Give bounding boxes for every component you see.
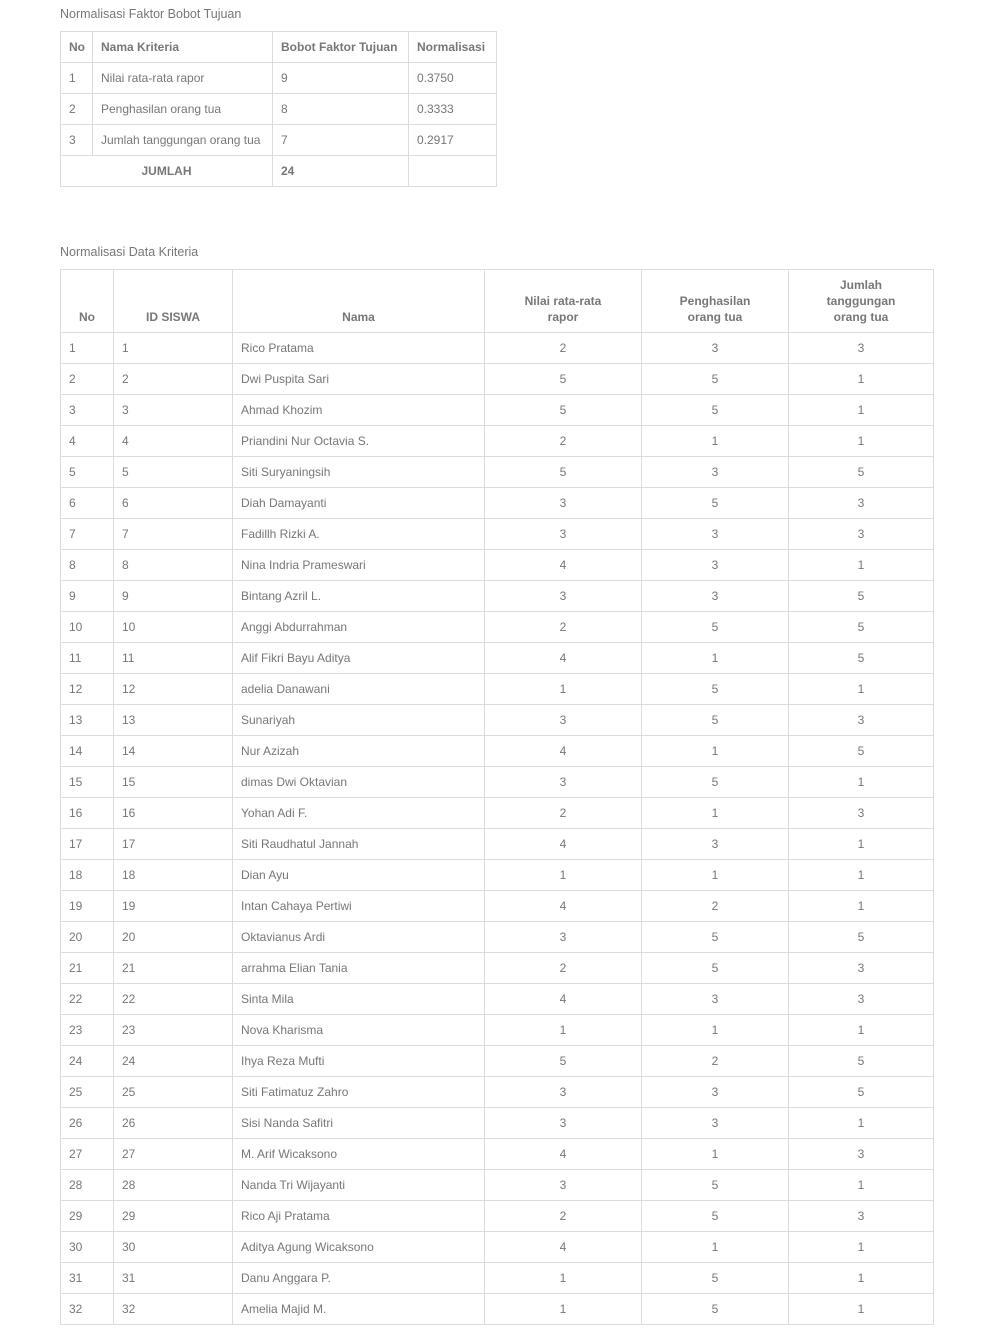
kriteria-cell-nilai: 4 [485,891,642,922]
kriteria-cell-nama: Priandini Nur Octavia S. [233,426,485,457]
bobot-total-row [61,156,497,187]
kriteria-cell-nama: Amelia Majid M. [233,1294,485,1325]
kriteria-cell-jumlah: 1 [789,891,934,922]
kriteria-row [61,581,934,612]
bobot-header-no: No [61,32,93,63]
bobot-cell-no: 3 [61,125,93,156]
bobot-header-normalisasi: Normalisasi [409,32,497,63]
kriteria-cell-id: 14 [114,736,233,767]
kriteria-cell-penghasilan: 5 [642,364,789,395]
bobot-table [60,31,497,187]
kriteria-cell-jumlah: 1 [789,1232,934,1263]
kriteria-row [61,1108,934,1139]
kriteria-cell-jumlah: 1 [789,364,934,395]
kriteria-cell-nilai: 2 [485,333,642,364]
kriteria-cell-nama: Siti Raudhatul Jannah [233,829,485,860]
kriteria-cell-nilai: 4 [485,550,642,581]
kriteria-cell-nama: Ihya Reza Mufti [233,1046,485,1077]
bobot-header-nama: Nama Kriteria [93,32,273,63]
kriteria-header-penghasilan-line2: orang tua [687,310,743,324]
kriteria-cell-no: 8 [61,550,114,581]
kriteria-cell-jumlah: 5 [789,1046,934,1077]
kriteria-cell-id: 3 [114,395,233,426]
kriteria-cell-id: 15 [114,767,233,798]
kriteria-cell-nilai: 2 [485,612,642,643]
kriteria-cell-jumlah: 1 [789,550,934,581]
kriteria-row [61,395,934,426]
kriteria-cell-no: 24 [61,1046,114,1077]
kriteria-cell-nama: Siti Suryaningsih [233,457,485,488]
kriteria-cell-jumlah: 5 [789,643,934,674]
kriteria-cell-nilai: 1 [485,1263,642,1294]
kriteria-cell-no: 18 [61,860,114,891]
kriteria-cell-no: 3 [61,395,114,426]
kriteria-row [61,457,934,488]
bobot-header-bobot: Bobot Faktor Tujuan [273,32,409,63]
kriteria-row [61,1294,934,1325]
kriteria-cell-jumlah: 1 [789,674,934,705]
kriteria-cell-nama: Rico Aji Pratama [233,1201,485,1232]
kriteria-cell-jumlah: 5 [789,1077,934,1108]
bobot-cell-nama: Penghasilan orang tua [93,94,273,125]
kriteria-cell-penghasilan: 3 [642,550,789,581]
kriteria-cell-jumlah: 3 [789,1201,934,1232]
kriteria-row [61,488,934,519]
kriteria-cell-no: 6 [61,488,114,519]
kriteria-cell-nilai: 1 [485,1015,642,1046]
kriteria-cell-penghasilan: 1 [642,1015,789,1046]
kriteria-cell-id: 30 [114,1232,233,1263]
kriteria-cell-nama: Nina Indria Prameswari [233,550,485,581]
kriteria-cell-nilai: 5 [485,457,642,488]
kriteria-header-nama: Nama [233,270,485,333]
kriteria-cell-id: 31 [114,1263,233,1294]
kriteria-cell-jumlah: 1 [789,1294,934,1325]
kriteria-cell-jumlah: 3 [789,705,934,736]
kriteria-header-nilai [485,270,642,333]
kriteria-row [61,953,934,984]
kriteria-cell-penghasilan: 2 [642,891,789,922]
kriteria-cell-nama: Nova Kharisma [233,1015,485,1046]
kriteria-row [61,1263,934,1294]
kriteria-cell-nilai: 3 [485,1077,642,1108]
kriteria-cell-nama: Rico Pratama [233,333,485,364]
kriteria-cell-no: 1 [61,333,114,364]
kriteria-cell-nilai: 4 [485,1139,642,1170]
kriteria-cell-id: 24 [114,1046,233,1077]
kriteria-header-penghasilan-line1: Penghasilan [679,294,751,308]
kriteria-cell-nilai: 3 [485,1108,642,1139]
kriteria-header-row [61,270,934,333]
kriteria-cell-no: 22 [61,984,114,1015]
kriteria-cell-nilai: 2 [485,1201,642,1232]
kriteria-cell-penghasilan: 2 [642,1046,789,1077]
bobot-cell-normalisasi: 0.3750 [409,63,497,94]
kriteria-cell-nama: Dwi Puspita Sari [233,364,485,395]
kriteria-cell-id: 8 [114,550,233,581]
kriteria-cell-penghasilan: 5 [642,953,789,984]
kriteria-cell-jumlah: 5 [789,736,934,767]
kriteria-cell-no: 12 [61,674,114,705]
kriteria-cell-penghasilan: 1 [642,1232,789,1263]
kriteria-cell-jumlah: 5 [789,581,934,612]
kriteria-cell-id: 18 [114,860,233,891]
kriteria-cell-jumlah: 1 [789,1108,934,1139]
kriteria-cell-jumlah: 3 [789,798,934,829]
kriteria-cell-no: 11 [61,643,114,674]
kriteria-cell-jumlah: 5 [789,457,934,488]
kriteria-cell-penghasilan: 1 [642,798,789,829]
bobot-cell-bobot: 7 [273,125,409,156]
kriteria-cell-nama: Sinta Mila [233,984,485,1015]
kriteria-cell-no: 21 [61,953,114,984]
kriteria-cell-id: 2 [114,364,233,395]
kriteria-cell-penghasilan: 3 [642,1077,789,1108]
kriteria-row [61,550,934,581]
kriteria-cell-nilai: 1 [485,860,642,891]
kriteria-cell-nama: Danu Anggara P. [233,1263,485,1294]
kriteria-cell-nama: dimas Dwi Oktavian [233,767,485,798]
kriteria-cell-id: 6 [114,488,233,519]
kriteria-cell-nama: Alif Fikri Bayu Aditya [233,643,485,674]
kriteria-cell-id: 7 [114,519,233,550]
kriteria-cell-penghasilan: 5 [642,922,789,953]
kriteria-cell-jumlah: 3 [789,1139,934,1170]
kriteria-cell-nama: Siti Fatimatuz Zahro [233,1077,485,1108]
kriteria-cell-nama: Aditya Agung Wicaksono [233,1232,485,1263]
kriteria-cell-nilai: 3 [485,519,642,550]
kriteria-cell-penghasilan: 1 [642,860,789,891]
kriteria-cell-penghasilan: 3 [642,581,789,612]
kriteria-cell-jumlah: 3 [789,953,934,984]
kriteria-row [61,333,934,364]
kriteria-cell-jumlah: 1 [789,1015,934,1046]
kriteria-cell-nilai: 5 [485,364,642,395]
kriteria-row [61,1139,934,1170]
kriteria-cell-no: 7 [61,519,114,550]
kriteria-cell-jumlah: 1 [789,829,934,860]
kriteria-cell-nilai: 4 [485,736,642,767]
kriteria-cell-no: 5 [61,457,114,488]
kriteria-cell-penghasilan: 5 [642,767,789,798]
kriteria-row [61,1170,934,1201]
kriteria-cell-nama: Nur Azizah [233,736,485,767]
kriteria-cell-id: 23 [114,1015,233,1046]
bobot-row [61,94,497,125]
kriteria-cell-nilai: 5 [485,395,642,426]
kriteria-cell-id: 29 [114,1201,233,1232]
kriteria-cell-nama: Anggi Abdurrahman [233,612,485,643]
kriteria-row [61,798,934,829]
kriteria-cell-nama: arrahma Elian Tania [233,953,485,984]
kriteria-cell-nilai: 3 [485,488,642,519]
kriteria-cell-penghasilan: 5 [642,488,789,519]
kriteria-cell-no: 13 [61,705,114,736]
kriteria-row [61,829,934,860]
kriteria-cell-jumlah: 3 [789,333,934,364]
kriteria-cell-nilai: 1 [485,1294,642,1325]
bobot-cell-normalisasi: 0.3333 [409,94,497,125]
kriteria-cell-penghasilan: 5 [642,1263,789,1294]
kriteria-cell-jumlah: 1 [789,767,934,798]
kriteria-cell-nama: Oktavianus Ardi [233,922,485,953]
kriteria-cell-nama: M. Arif Wicaksono [233,1139,485,1170]
bobot-cell-nama: Jumlah tanggungan orang tua [93,125,273,156]
kriteria-cell-no: 25 [61,1077,114,1108]
kriteria-cell-nilai: 1 [485,674,642,705]
kriteria-row [61,519,934,550]
kriteria-cell-penghasilan: 1 [642,426,789,457]
kriteria-cell-no: 26 [61,1108,114,1139]
kriteria-cell-nama: Intan Cahaya Pertiwi [233,891,485,922]
kriteria-cell-id: 5 [114,457,233,488]
kriteria-table [60,269,934,1325]
bobot-cell-bobot: 8 [273,94,409,125]
kriteria-cell-nilai: 4 [485,643,642,674]
kriteria-cell-no: 9 [61,581,114,612]
kriteria-header-no: No [61,270,114,333]
kriteria-cell-nama: Sunariyah [233,705,485,736]
kriteria-cell-id: 12 [114,674,233,705]
kriteria-row [61,1046,934,1077]
kriteria-cell-penghasilan: 3 [642,457,789,488]
bobot-section-title: Normalisasi Faktor Bobot Tujuan [60,7,242,21]
kriteria-cell-jumlah: 5 [789,922,934,953]
kriteria-cell-jumlah: 3 [789,488,934,519]
kriteria-row [61,612,934,643]
kriteria-table-body [61,333,934,1325]
kriteria-cell-id: 17 [114,829,233,860]
kriteria-cell-jumlah: 3 [789,519,934,550]
kriteria-row [61,891,934,922]
kriteria-cell-penghasilan: 3 [642,984,789,1015]
kriteria-cell-id: 16 [114,798,233,829]
kriteria-cell-nama: Fadillh Rizki A. [233,519,485,550]
bobot-total-label: JUMLAH [61,156,273,187]
bobot-header-row [61,32,497,63]
bobot-cell-nama: Nilai rata-rata rapor [93,63,273,94]
kriteria-cell-penghasilan: 5 [642,705,789,736]
kriteria-cell-no: 15 [61,767,114,798]
kriteria-cell-no: 19 [61,891,114,922]
kriteria-cell-id: 9 [114,581,233,612]
kriteria-row [61,1201,934,1232]
kriteria-cell-nama: Yohan Adi F. [233,798,485,829]
kriteria-cell-no: 14 [61,736,114,767]
kriteria-cell-penghasilan: 5 [642,1201,789,1232]
kriteria-row [61,984,934,1015]
kriteria-cell-nilai: 5 [485,1046,642,1077]
kriteria-cell-id: 4 [114,426,233,457]
kriteria-cell-penghasilan: 1 [642,736,789,767]
kriteria-cell-penghasilan: 3 [642,1108,789,1139]
kriteria-cell-penghasilan: 3 [642,829,789,860]
kriteria-cell-id: 19 [114,891,233,922]
kriteria-row [61,767,934,798]
kriteria-row [61,922,934,953]
kriteria-cell-no: 23 [61,1015,114,1046]
kriteria-header-nilai-line2: rapor [547,310,579,324]
kriteria-row [61,426,934,457]
kriteria-cell-no: 20 [61,922,114,953]
kriteria-cell-no: 31 [61,1263,114,1294]
bobot-row [61,125,497,156]
kriteria-cell-nilai: 3 [485,581,642,612]
kriteria-cell-no: 29 [61,1201,114,1232]
bobot-table-body [61,63,497,156]
kriteria-row [61,1077,934,1108]
bobot-cell-bobot: 9 [273,63,409,94]
kriteria-cell-nama: Dian Ayu [233,860,485,891]
kriteria-row [61,674,934,705]
kriteria-cell-id: 26 [114,1108,233,1139]
kriteria-header-jumlah-line2: tanggungan [826,294,896,308]
kriteria-cell-id: 28 [114,1170,233,1201]
kriteria-cell-id: 27 [114,1139,233,1170]
bobot-row [61,63,497,94]
kriteria-cell-no: 2 [61,364,114,395]
kriteria-cell-nilai: 2 [485,426,642,457]
kriteria-cell-penghasilan: 3 [642,333,789,364]
kriteria-cell-jumlah: 1 [789,426,934,457]
kriteria-row [61,1232,934,1263]
kriteria-cell-nilai: 3 [485,922,642,953]
kriteria-cell-no: 32 [61,1294,114,1325]
kriteria-cell-nama: Bintang Azril L. [233,581,485,612]
kriteria-cell-no: 16 [61,798,114,829]
kriteria-cell-id: 11 [114,643,233,674]
kriteria-row [61,860,934,891]
kriteria-cell-no: 27 [61,1139,114,1170]
kriteria-header-jumlah [789,270,934,333]
kriteria-cell-id: 21 [114,953,233,984]
kriteria-cell-id: 13 [114,705,233,736]
kriteria-cell-jumlah: 1 [789,1170,934,1201]
kriteria-cell-nilai: 4 [485,1232,642,1263]
kriteria-cell-nama: Diah Damayanti [233,488,485,519]
kriteria-cell-id: 22 [114,984,233,1015]
kriteria-cell-penghasilan: 5 [642,395,789,426]
kriteria-row [61,705,934,736]
kriteria-cell-id: 32 [114,1294,233,1325]
kriteria-cell-no: 30 [61,1232,114,1263]
kriteria-cell-jumlah: 5 [789,612,934,643]
kriteria-cell-penghasilan: 3 [642,519,789,550]
kriteria-cell-jumlah: 1 [789,395,934,426]
kriteria-cell-penghasilan: 5 [642,1294,789,1325]
kriteria-cell-nama: Sisi Nanda Safitri [233,1108,485,1139]
kriteria-cell-no: 17 [61,829,114,860]
kriteria-cell-nilai: 3 [485,1170,642,1201]
kriteria-cell-nilai: 4 [485,984,642,1015]
kriteria-cell-nama: Nanda Tri Wijayanti [233,1170,485,1201]
kriteria-cell-no: 10 [61,612,114,643]
kriteria-cell-no: 28 [61,1170,114,1201]
kriteria-cell-nama: adelia Danawani [233,674,485,705]
kriteria-cell-jumlah: 1 [789,860,934,891]
bobot-cell-no: 1 [61,63,93,94]
kriteria-row [61,643,934,674]
kriteria-row [61,736,934,767]
kriteria-cell-id: 10 [114,612,233,643]
bobot-cell-normalisasi: 0.2917 [409,125,497,156]
kriteria-cell-id: 20 [114,922,233,953]
kriteria-cell-nilai: 4 [485,829,642,860]
kriteria-cell-nilai: 3 [485,767,642,798]
kriteria-cell-no: 4 [61,426,114,457]
kriteria-cell-jumlah: 3 [789,984,934,1015]
kriteria-cell-jumlah: 1 [789,1263,934,1294]
bobot-total-empty [409,156,497,187]
kriteria-cell-nama: Ahmad Khozim [233,395,485,426]
kriteria-cell-penghasilan: 1 [642,643,789,674]
kriteria-cell-nilai: 3 [485,705,642,736]
kriteria-row [61,1015,934,1046]
bobot-cell-no: 2 [61,94,93,125]
kriteria-cell-penghasilan: 1 [642,1139,789,1170]
kriteria-header-id: ID SISWA [114,270,233,333]
kriteria-header-jumlah-line3: orang tua [833,310,889,324]
kriteria-cell-nilai: 2 [485,953,642,984]
bobot-total-value: 24 [273,156,409,187]
kriteria-cell-penghasilan: 5 [642,612,789,643]
kriteria-header-jumlah-line1: Jumlah [839,278,882,292]
kriteria-section-title: Normalisasi Data Kriteria [60,245,199,259]
kriteria-header-nilai-line1: Nilai rata-rata [524,294,602,308]
kriteria-cell-nilai: 2 [485,798,642,829]
kriteria-cell-penghasilan: 5 [642,674,789,705]
kriteria-cell-penghasilan: 5 [642,1170,789,1201]
kriteria-cell-id: 25 [114,1077,233,1108]
kriteria-header-penghasilan [642,270,789,333]
kriteria-row [61,364,934,395]
kriteria-cell-id: 1 [114,333,233,364]
